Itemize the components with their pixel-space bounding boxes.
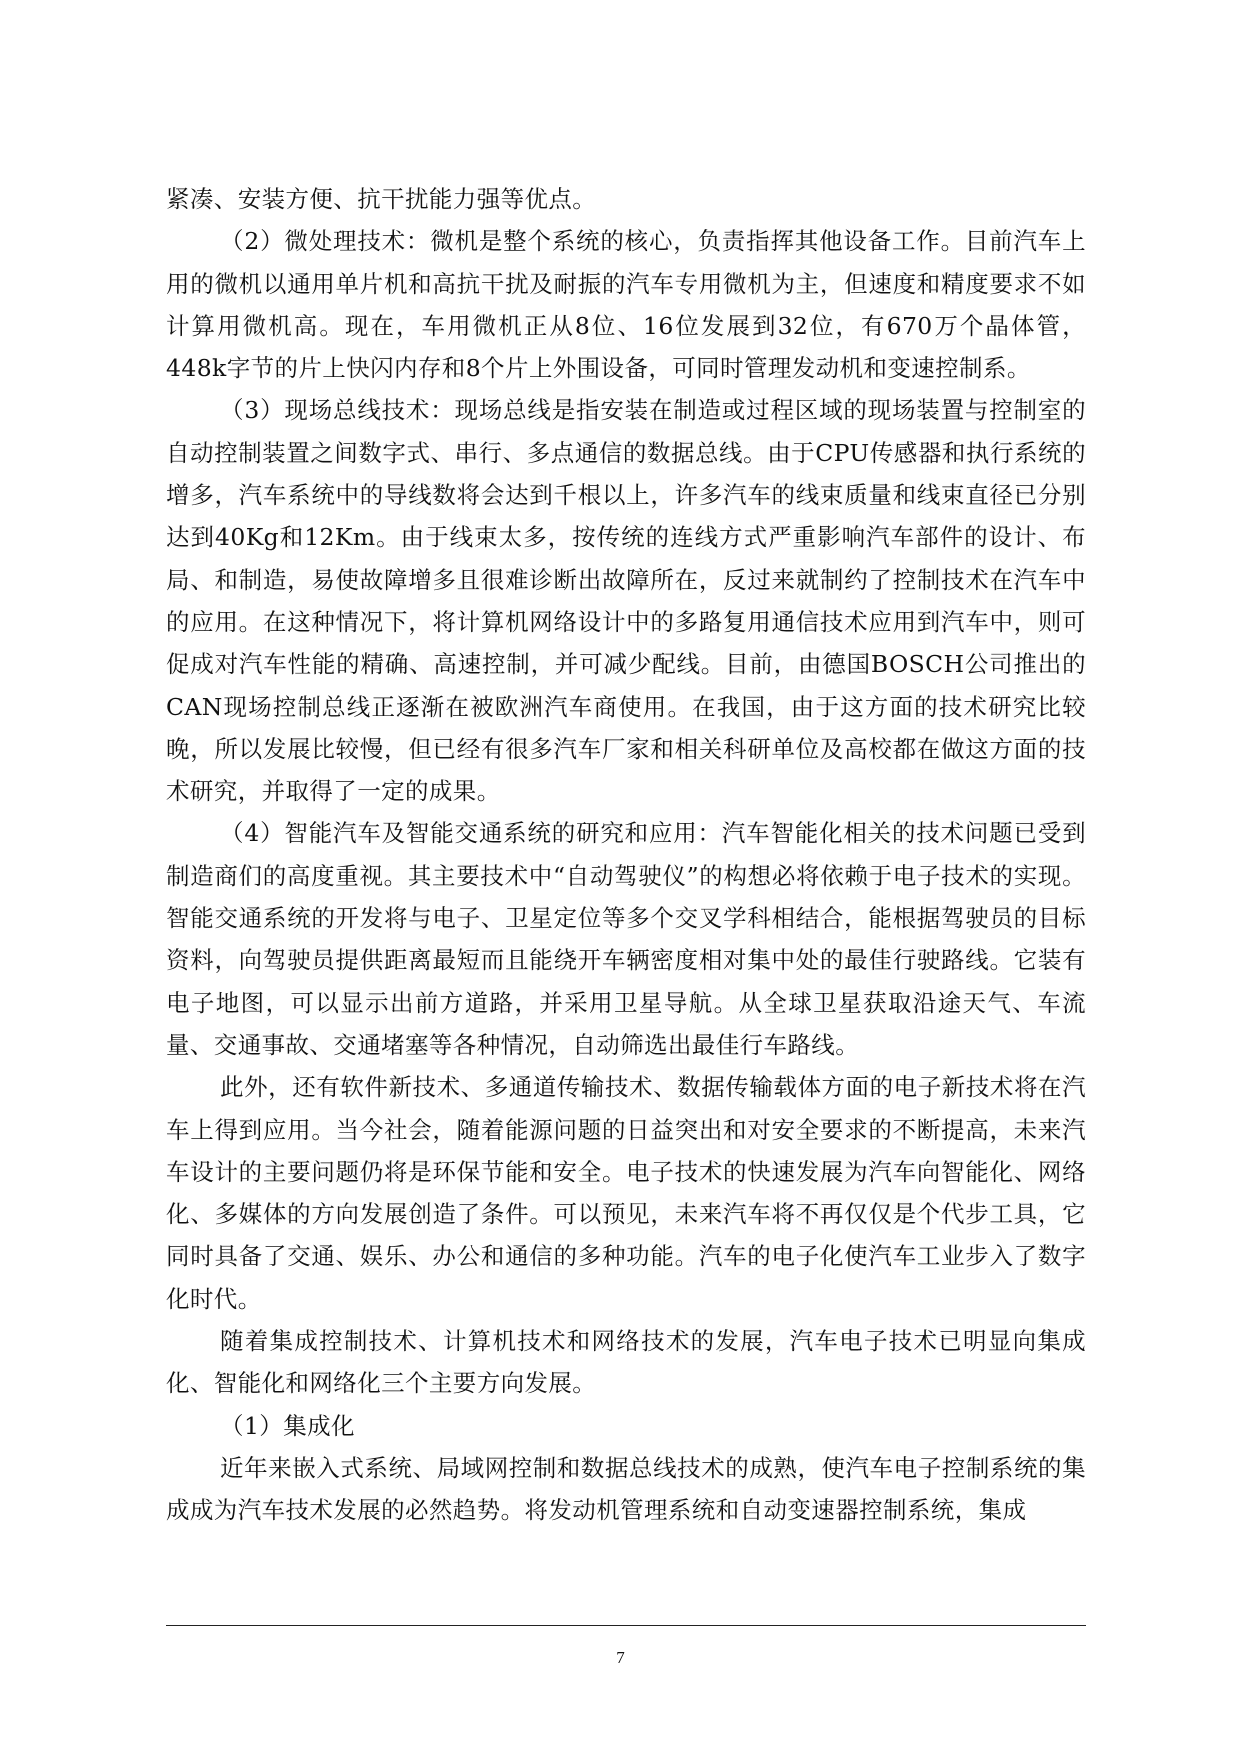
paragraph-1: 紧凑、安装方便、抗干扰能力强等优点。 bbox=[166, 185, 597, 213]
paragraph-6: 随着集成控制技术、计算机技术和网络技术的发展，汽车电子技术已明显向集成化、智能化和网络化三个主要方向发展。 bbox=[166, 1327, 1086, 1398]
paragraph-3: （3）现场总线技术：现场总线是指安装在制造或过程区域的现场装置与控制室的自动控制装置之间数字式、串行、多点通信的数据总线。由于CPU传感器和执行系统的增多，汽车系统中的导线数将会达到千根以上，许多汽车的线束质量和线束直径已分别达到40Kg和12Km。由于线束太多，按传统的连线方式严重影响汽车部件的设计、布局、和制造，易使故障增多且很难诊断出故障所在，反过来就制约了控制技术在汽车中的应用。在这种情况下，将计算机网络设计中的多路复用通信技术应用到汽车中，则可促成对汽车性能的精确、高速控制，并可减少配线。目前，由德国BOSCH公司推出的CAN现场控制总线正逐渐在被欧洲汽车商使用。在我国，由于这方面的技术研究比较晚，所以发展比较慢，但已经有很多汽车厂家和相关科研单位及高校都在做这方面的技术研究，并取得了一定的成果。 bbox=[166, 396, 1086, 806]
footer-divider bbox=[166, 1625, 1086, 1626]
page-number: 7 bbox=[616, 1648, 625, 1667]
paragraph-8: 近年来嵌入式系统、局域网控制和数据总线技术的成熟，使汽车电子控制系统的集成成为汽车技术发展的必然趋势。将发动机管理系统和自动变速器控制系统，集成 bbox=[166, 1453, 1086, 1525]
paragraph-2: （2）微处理技术：微机是整个系统的核心，负责指挥其他设备工作。目前汽车上用的微机以通用单片机和高抗干扰及耐振的汽车专用微机为主，但速度和精度要求不如计算用微机高。现在，车用微机正从8位、16位发展到32位，有670万个晶体管，448k字节的片上快闪内存和8个片上外围设备，可同时管理发动机和变速控制系。 bbox=[166, 227, 1086, 383]
paragraph-4: （4）智能汽车及智能交通系统的研究和应用：汽车智能化相关的技术问题已受到制造商们的高度重视。其主要技术中“自动驾驶仪”的构想必将依赖于电子技术的实现。智能交通系统的开发将与电子、卫星定位等多个交叉学科相结合，能根据驾驶员的目标资料，向驾驶员提供距离最短而且能绕开车辆密度相对集中处的最佳行驶路线。它装有电子地图，可以显示出前方道路，并采用卫星导航。从全球卫星获取沿途天气、车流量、交通事故、交通堵塞等各种情况，自动筛选出最佳行车路线。 bbox=[166, 819, 1086, 1059]
paragraph-7: （1）集成化 bbox=[220, 1411, 355, 1440]
paragraph-5: 此外，还有软件新技术、多通道传输技术、数据传输载体方面的电子新技术将在汽车上得到应用。当今社会，随着能源问题的日益突出和对安全要求的不断提高，未来汽车设计的主要问题仍将是环保节能和安全。电子技术的快速发展为汽车向智能化、网络化、多媒体的方向发展创造了条件。可以预见，未来汽车将不再仅仅是个代步工具，它同时具备了交通、娱乐、办公和通信的多种功能。汽车的电子化使汽车工业步入了数字化时代。 bbox=[166, 1073, 1086, 1313]
body-text bbox=[166, 178, 1086, 1532]
